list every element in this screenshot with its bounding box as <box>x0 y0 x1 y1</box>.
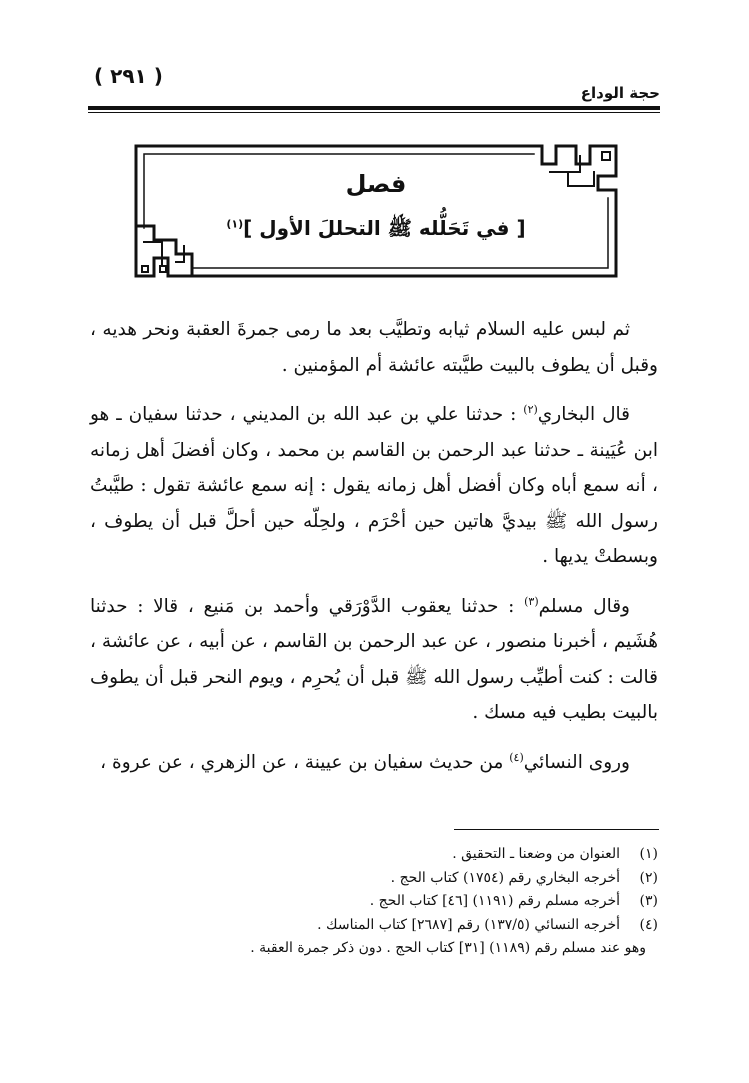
footnote-continuation: وهو عند مسلم رقم (١١٨٩) [٣١] كتاب الحج . دون ذكر جمرة العقبة . <box>250 940 646 956</box>
paragraph-lead: وقال مسلم <box>538 595 630 617</box>
section-subtitle-text: [ في تَحَلُّله ﷺ التحللَ الأول ] <box>243 216 526 240</box>
footnote-ref: (٢) <box>523 403 538 416</box>
footnote-number: (٢) <box>639 869 658 886</box>
footnote-ref: (٤) <box>509 750 524 764</box>
footnote <box>90 914 658 938</box>
running-header <box>88 62 660 102</box>
footnote-text: أخرجه البخاري رقم (١٧٥٤) كتاب الحج . <box>390 869 620 886</box>
footnote-text: العنوان من وضعنا ـ التحقيق . <box>452 846 620 862</box>
section-subtitle <box>132 216 620 245</box>
paragraph <box>90 392 658 575</box>
footnote-ref: (١) <box>226 217 244 231</box>
section-title-frame <box>132 142 620 280</box>
section-title: فصل <box>345 170 407 198</box>
page-number: ( ٢٩١ ) <box>94 64 163 88</box>
paragraph: ثم لبس عليه السلام ثيابه وتطيَّب بعد ما رمى جمرةَ العقبة ونحر هديه ، وقبل أن يطوف بالبيت طيَّبته عائشة أم المؤمنين . <box>90 319 658 376</box>
footnote-number: (٣) <box>639 893 658 909</box>
decorative-frame-ornament <box>132 142 620 280</box>
footnote-number: (١) <box>639 846 658 862</box>
header-rule-thick <box>88 106 660 110</box>
paragraph <box>90 740 658 781</box>
footnote-number: (٤) <box>639 916 658 933</box>
paragraph <box>90 584 658 731</box>
paragraph-lead: وروى النسائي <box>523 751 630 773</box>
header-rule-thin <box>88 112 660 113</box>
footnote-text: أخرجه مسلم رقم (١١٩١) [٤٦] كتاب الحج . <box>369 893 620 909</box>
footnote <box>90 890 658 914</box>
book-title: حجة الوداع <box>580 84 660 102</box>
footnotes <box>90 843 658 961</box>
body-text <box>90 312 658 789</box>
footnote-separator <box>454 829 659 830</box>
footnote <box>90 843 658 867</box>
paragraph-body: : حدثنا يعقوب الدَّوْرَقي وأحمد بن مَنيع ، قالا : حدثنا هُشَيم ، أخبرنا منصور ، عن عبد الرحمن بن القاسم ، عن أبيه ، عن عائشة ، قالت : كنت أطيِّب رسول الله ﷺ قبل أن يُحرِم ، ويوم النحر قبل أن يطوف بالبيت بطيب فيه مسك . <box>90 595 658 724</box>
paragraph-body: : حدثنا علي بن عبد الله بن المديني ، حدثنا سفيان ـ هو ابن عُيَينة ـ حدثنا عبد الرحمن بن القاسم بن محمد ، وكان أفضلَ أهل زمانه ، أنه سمع أباه وكان أفضل أهل زمانه يقول : إنه سمع عائشة تقول : طيَّبتُ رسول الله ﷺ بيديَّ هاتين حين أحْرَم ، ولحِلّه حين أحلَّ قبل أن يطوف ، وبسطتْ يديها . <box>90 404 658 568</box>
paragraph-lead: قال البخاري <box>537 404 630 426</box>
footnote-ref: (٣) <box>524 594 539 608</box>
footnote <box>90 867 658 891</box>
footnote-text: أخرجه النسائي (١٣٧/٥) رقم [٢٦٨٧] كتاب المناسك . <box>317 916 620 933</box>
paragraph-body: من حديث سفيان بن عيينة ، عن الزهري ، عن عروة ، <box>100 751 510 773</box>
